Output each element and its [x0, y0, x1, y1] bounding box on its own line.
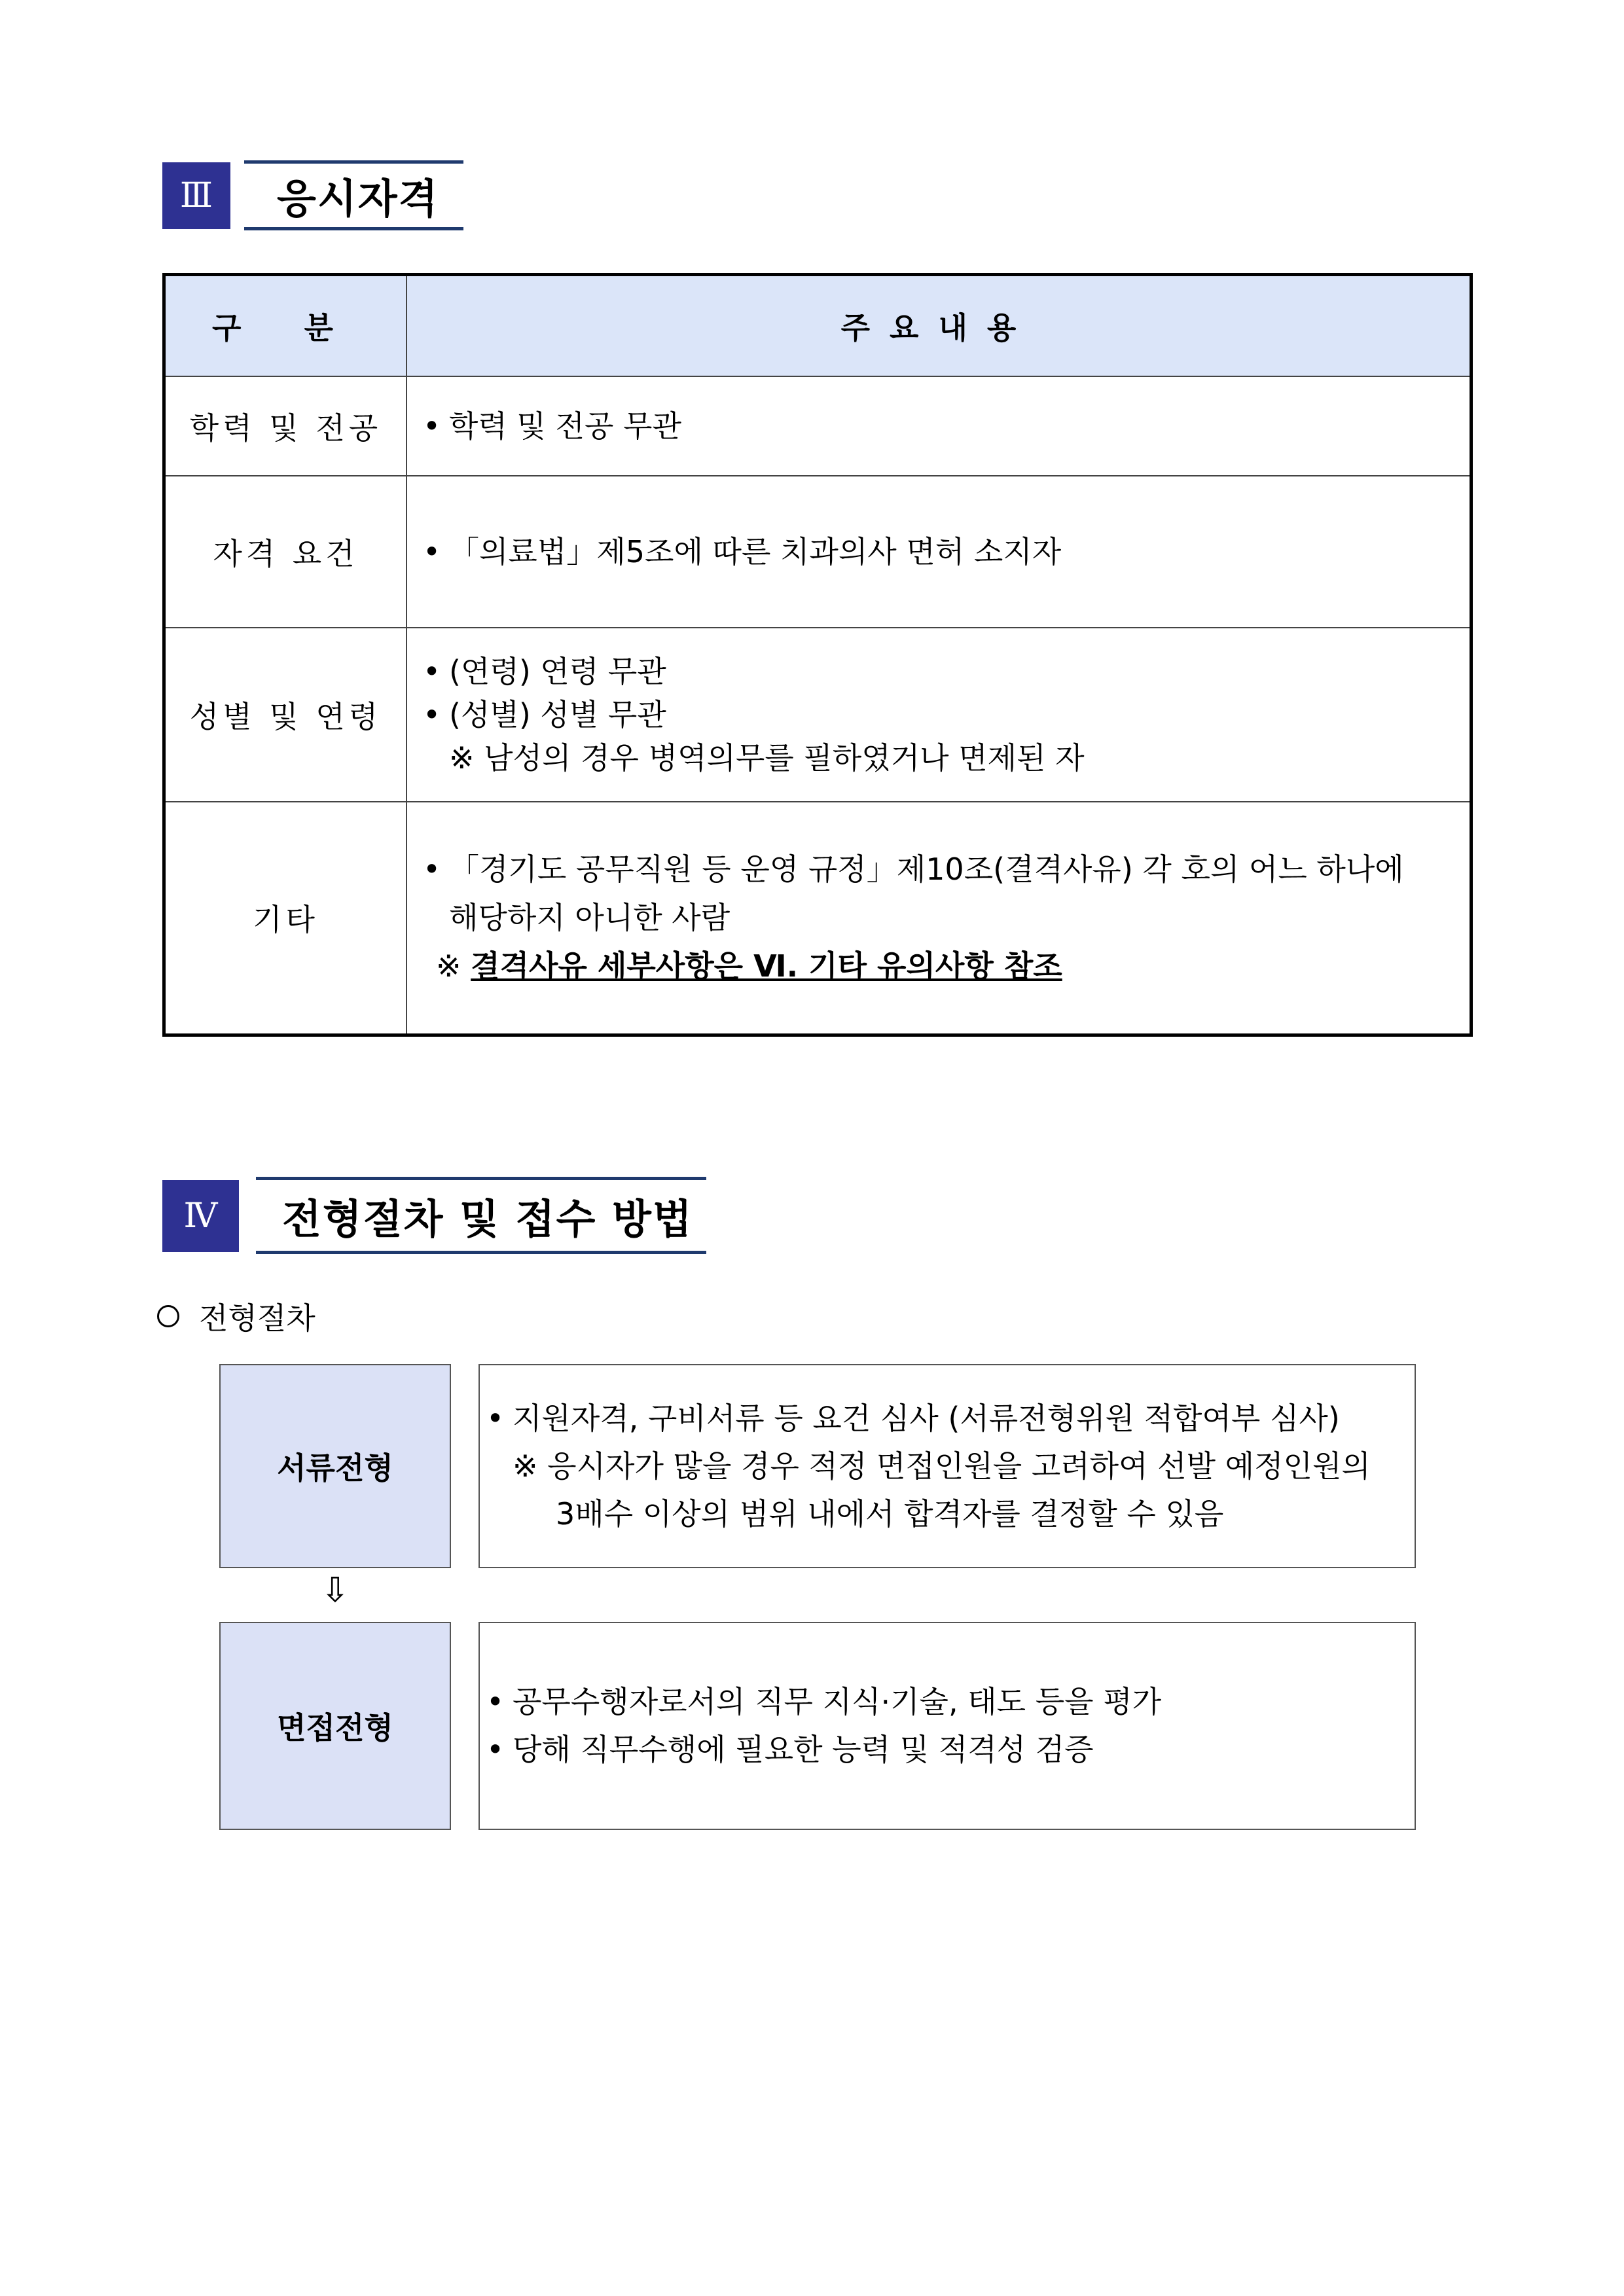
note-continuation: 3배수 이상의 범위 내에서 합격자를 결정할 수 있음 — [556, 1496, 1224, 1532]
bullet-item: • 「의료법」제5조에 따른 치과의사 면허 소지자 — [423, 530, 1469, 573]
row-category: 자격 요건 — [164, 476, 407, 628]
row-content — [406, 376, 1471, 476]
section-4-title: 전형절차 및 접수 방법 — [256, 1177, 706, 1254]
note-underlined: 결격사유 세부사항은 Ⅵ. 기타 유의사항 참조 — [471, 948, 1062, 984]
bullet-item: • 공무수행자로서의 직무 지식·기술, 태도 등을 평가 — [486, 1678, 1415, 1726]
subheading-text: 전형절차 — [199, 1300, 316, 1336]
row-category: 학력 및 전공 — [164, 376, 407, 476]
section-4-number: Ⅳ — [162, 1180, 239, 1252]
table-row — [164, 628, 1471, 802]
note-text: ※ 남성의 경우 병역의무를 필하였거나 면제된 자 — [449, 740, 1085, 776]
stage-interview: 면접전형 — [219, 1622, 451, 1830]
bullet-item: • 지원자격, 구비서류 등 요건 심사 (서류전형위원 적합여부 심사) — [486, 1395, 1415, 1443]
bullet-item: • (성별) 성별 무관 — [423, 693, 1469, 736]
continuation-text: 해당하지 아니한 사람 — [449, 900, 731, 936]
table-row — [164, 476, 1471, 628]
row-content — [406, 802, 1471, 1035]
row-content — [406, 628, 1471, 802]
circle-bullet-icon — [157, 1305, 179, 1327]
section-3-title: 응시자격 — [244, 160, 463, 230]
table-row — [164, 802, 1471, 1035]
bullet-item: • 「경기도 공무직원 등 운영 규정」제10조(결격사유) 각 호의 어느 하나에 — [423, 845, 1469, 893]
stage-2-description — [478, 1622, 1416, 1830]
reference-note — [423, 942, 1469, 990]
stage-1-description — [478, 1364, 1416, 1568]
bullet-item: • 학력 및 전공 무관 — [423, 404, 1469, 448]
row-content — [406, 476, 1471, 628]
note-mark: ※ — [436, 948, 461, 984]
row-category: 기타 — [164, 802, 407, 1035]
table-header-row — [164, 275, 1471, 377]
header-category: 구 분 — [164, 275, 407, 377]
down-arrow-icon: ⇩ — [321, 1571, 350, 1610]
procedure-subheading — [157, 1295, 316, 1338]
qualification-table — [162, 273, 1473, 1037]
section-3-number: Ⅲ — [162, 162, 230, 229]
note-text: ※ 응시자가 많을 경우 적정 면접인원을 고려하여 선발 예정인원의 — [513, 1448, 1371, 1484]
header-content: 주요내용 — [406, 275, 1471, 377]
row-category: 성별 및 연령 — [164, 628, 407, 802]
table-row — [164, 376, 1471, 476]
bullet-item: • 당해 직무수행에 필요한 능력 및 적격성 검증 — [486, 1726, 1415, 1774]
stage-document-screening: 서류전형 — [219, 1364, 451, 1568]
bullet-item: • (연령) 연령 무관 — [423, 650, 1469, 693]
